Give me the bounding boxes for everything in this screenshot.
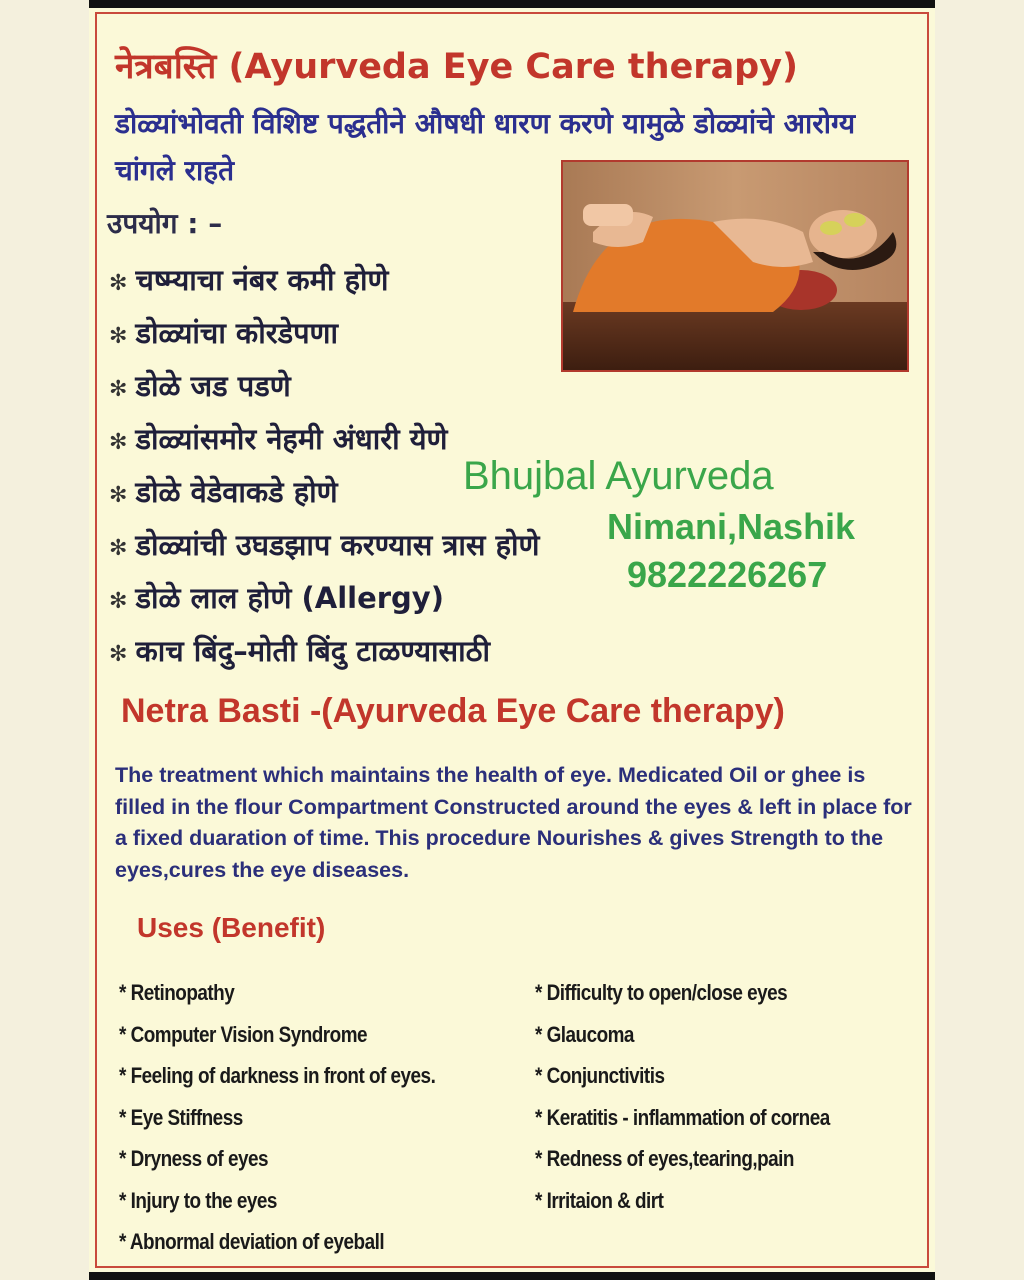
poster	[89, 8, 935, 1272]
top-border-bar	[89, 0, 935, 8]
list-item: ✻ डोळ्यांची उघडझाप करण्यास त्रास होणे	[109, 528, 540, 562]
bullet-icon: ✻	[109, 324, 128, 349]
list-item: * Eye Stiffness	[119, 1104, 243, 1130]
list-item: ✻ चष्म्याचा नंबर कमी होणे	[109, 263, 389, 297]
list-item: ✻ डोळे लाल होणे (Allergy)	[109, 581, 444, 615]
list-item: * Computer Vision Syndrome	[119, 1021, 368, 1047]
list-item: ✻ डोळ्यांचा कोरडेपणा	[109, 316, 339, 350]
clinic-location: Nimani,Nashik	[607, 506, 856, 547]
list-item: * Glaucoma	[535, 1021, 634, 1047]
list-item: * Abnormal deviation of eyeball	[119, 1229, 385, 1254]
list-item: * Keratitis - inflammation of cornea	[535, 1104, 830, 1130]
bullet-icon: ✻	[109, 642, 128, 667]
uses-list-right	[535, 972, 878, 1221]
bullet-icon: ✻	[109, 430, 128, 455]
bullet-icon: ✻	[109, 377, 128, 402]
list-item: * Conjunctivitis	[535, 1063, 665, 1088]
list-item: * Retinopathy	[119, 980, 235, 1005]
list-item: * Feeling of darkness in front of eyes.	[119, 1063, 436, 1088]
list-item: ✻ काच बिंदु–मोती बिंदु टाळण्यासाठी	[109, 634, 491, 668]
list-item: * Dryness of eyes	[119, 1146, 268, 1171]
bullet-icon: ✻	[109, 271, 128, 296]
english-description: The treatment which maintains the health of eye. Medicated Oil or ghee is filled in the flour Compartment Constructed around the eyes & left in place for a fixed duaration of time. This procedure Nourishes & gives Strength to the eyes,cures the eye diseases.	[115, 763, 912, 882]
bullet-icon: ✻	[109, 536, 128, 561]
list-item: ✻ डोळ्यांसमोर नेहमी अंधारी येणे	[109, 422, 448, 456]
uses-heading: Uses (Benefit)	[137, 912, 326, 943]
marathi-subtitle: डोळ्यांभोवती विशिष्ट पद्धतीने औषधी धारण करणे यामुळे डोळ्यांचे आरोग्य चांगले राहते	[115, 107, 856, 187]
bottom-border-bar	[89, 1272, 935, 1280]
list-item: * Redness of eyes,tearing,pain	[535, 1146, 794, 1171]
clinic-name: Bhujbal Ayurveda	[463, 454, 774, 498]
bullet-icon: ✻	[109, 589, 128, 614]
therapy-illustration	[563, 162, 907, 370]
clinic-phone: 9822226267	[627, 554, 828, 595]
list-item: ✻ डोळे वेडेवाकडे होणे	[109, 475, 338, 509]
bullet-icon: ✻	[109, 483, 128, 508]
list-item: * Difficulty to open/close eyes	[535, 980, 788, 1005]
right-margin	[935, 0, 1024, 1280]
list-item: * Irritaion & dirt	[535, 1187, 664, 1213]
list-item: ✻ डोळे जड पडणे	[109, 369, 291, 403]
uses-list-left	[119, 972, 487, 1263]
left-margin	[0, 0, 89, 1280]
therapy-photo	[561, 160, 909, 372]
marathi-title: नेत्रबस्ति (Ayurveda Eye Care therapy)	[115, 47, 799, 87]
list-item: * Injury to the eyes	[119, 1187, 277, 1213]
english-title: Netra Basti -(Ayurveda Eye Care therapy)	[121, 692, 785, 730]
marathi-uses-label: उपयोग : –	[107, 207, 223, 240]
